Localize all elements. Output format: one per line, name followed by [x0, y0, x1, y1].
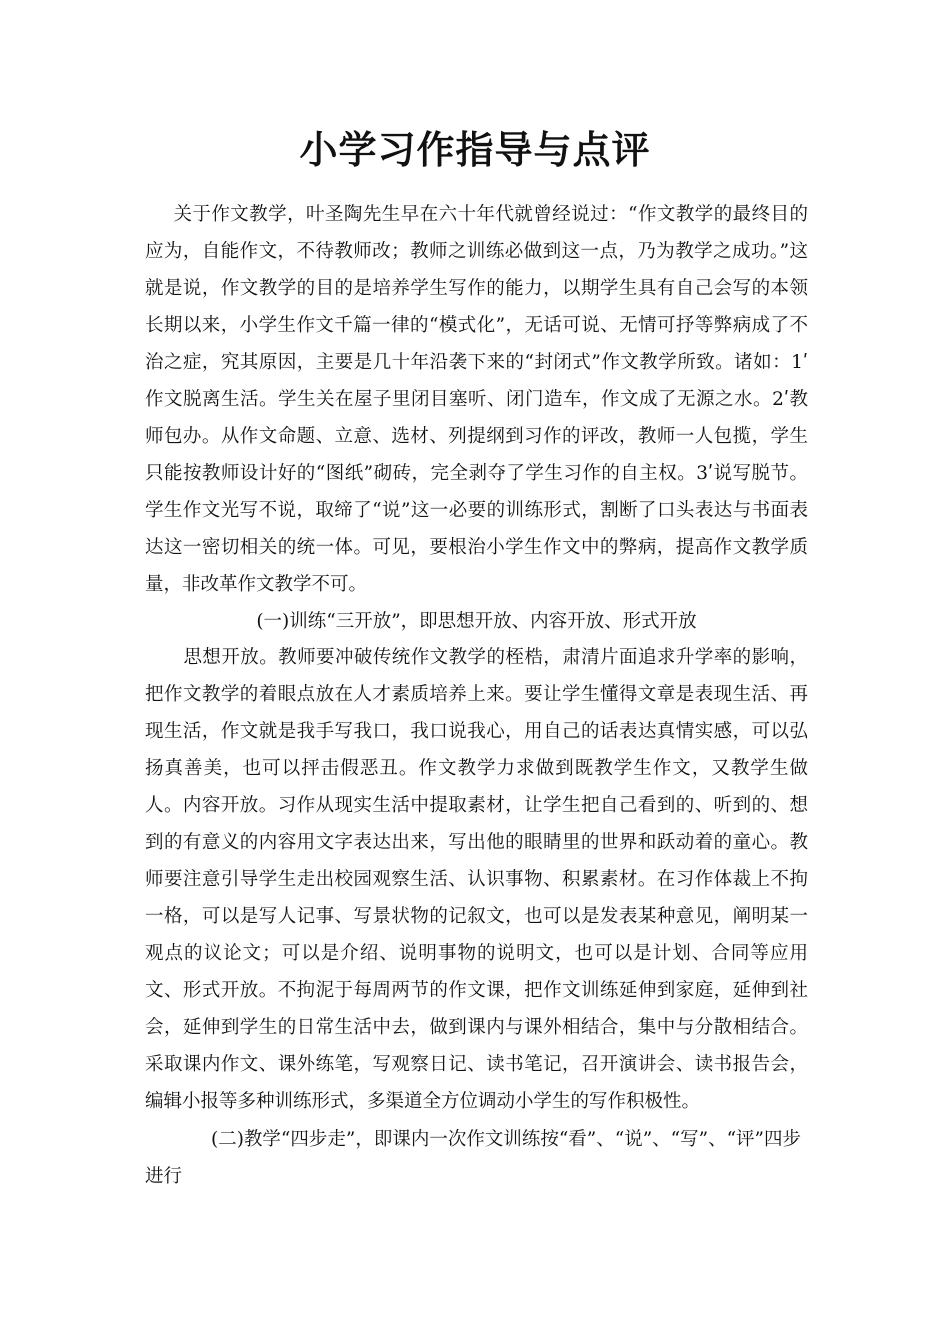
section-heading-2-text: (二)教学“四步走”，即课内一次作文训练按“看”、“说”、“写”、“评”四步进行	[145, 1129, 802, 1187]
section-heading-1: (一)训练“三开放”，即思想开放、内容开放、形式开放	[256, 611, 697, 632]
paragraph-intro-text: 关于作文教学，叶圣陶先生早在六十年代就曾经说过：“作文教学的最终目的应为，自能作文，不待教师改；教师之训练必做到这一点，乃为教学之成功。”这就是说，作文教学的目的是培养学生写作的能力，以期学生具有自己会写的本领长期以来，小学生作文千篇一律的“模式化”，无话可说、无情可抒等弊病成了不治之症，究其原因，主要是几十年沿袭下来的“封闭式”作文教学所致。诸如：1ʹ作文脱离生活。学生关在屋子里闭目塞听、闭门造车，作文成了无源之水。2ʹ教师包办。从作文命题、立意、选材、列提纲到习作的评改，教师一人包揽，学生只能按教师设计好的“图纸”砌砖，完全剥夺了学生习作的自主权。3ʹ说写脱节。学生作文光写不说，取缔了“说”这一必要的训练形式，割断了口头表达与书面表达这一密切相关的统一体。可见，要根治小学生作文中的弊病，提高作文教学质量，非改革作文教学不可。	[145, 204, 808, 595]
paragraph-intro	[145, 196, 808, 603]
document-title: 小学习作指导与点评	[299, 127, 651, 172]
paragraph-open-training	[145, 639, 808, 1120]
paragraph-open-training-text: 思想开放。教师要冲破传统作文教学的桎梏，肃清片面追求升学率的影响，把作文教学的着眼点放在人才素质培养上来。要让学生懂得文章是表现生活、再现生活，作文就是我手写我口，我口说我心，用自己的话表达真情实感，可以弘扬真善美，也可以抨击假恶丑。作文教学力求做到既教学生作文，又教学生做人。内容开放。习作从现实生活中提取素材，让学生把自己看到的、听到的、想到的有意义的内容用文字表达出来，写出他的眼睛里的世界和跃动着的童心。教师要注意引导学生走出校园观察生活、认识事物、积累素材。在习作体裁上不拘一格，可以是写人记事、写景状物的记叙文，也可以是发表某种意见，阐明某一观点的议论文；可以是介绍、说明事物的说明文，也可以是计划、合同等应用文、形式开放。不拘泥于每周两节的作文课，把作文训练延伸到家庭，延伸到社会，延伸到学生的日常生活中去，做到课内与课外相结合，集中与分散相结合。采取课内作文、课外练笔，写观察日记、读书笔记，召开演讲会、读书报告会，编辑小报等多种训练形式，多渠道全方位调动小学生的写作积极性。	[145, 647, 808, 1112]
section-heading-2	[145, 1121, 808, 1195]
